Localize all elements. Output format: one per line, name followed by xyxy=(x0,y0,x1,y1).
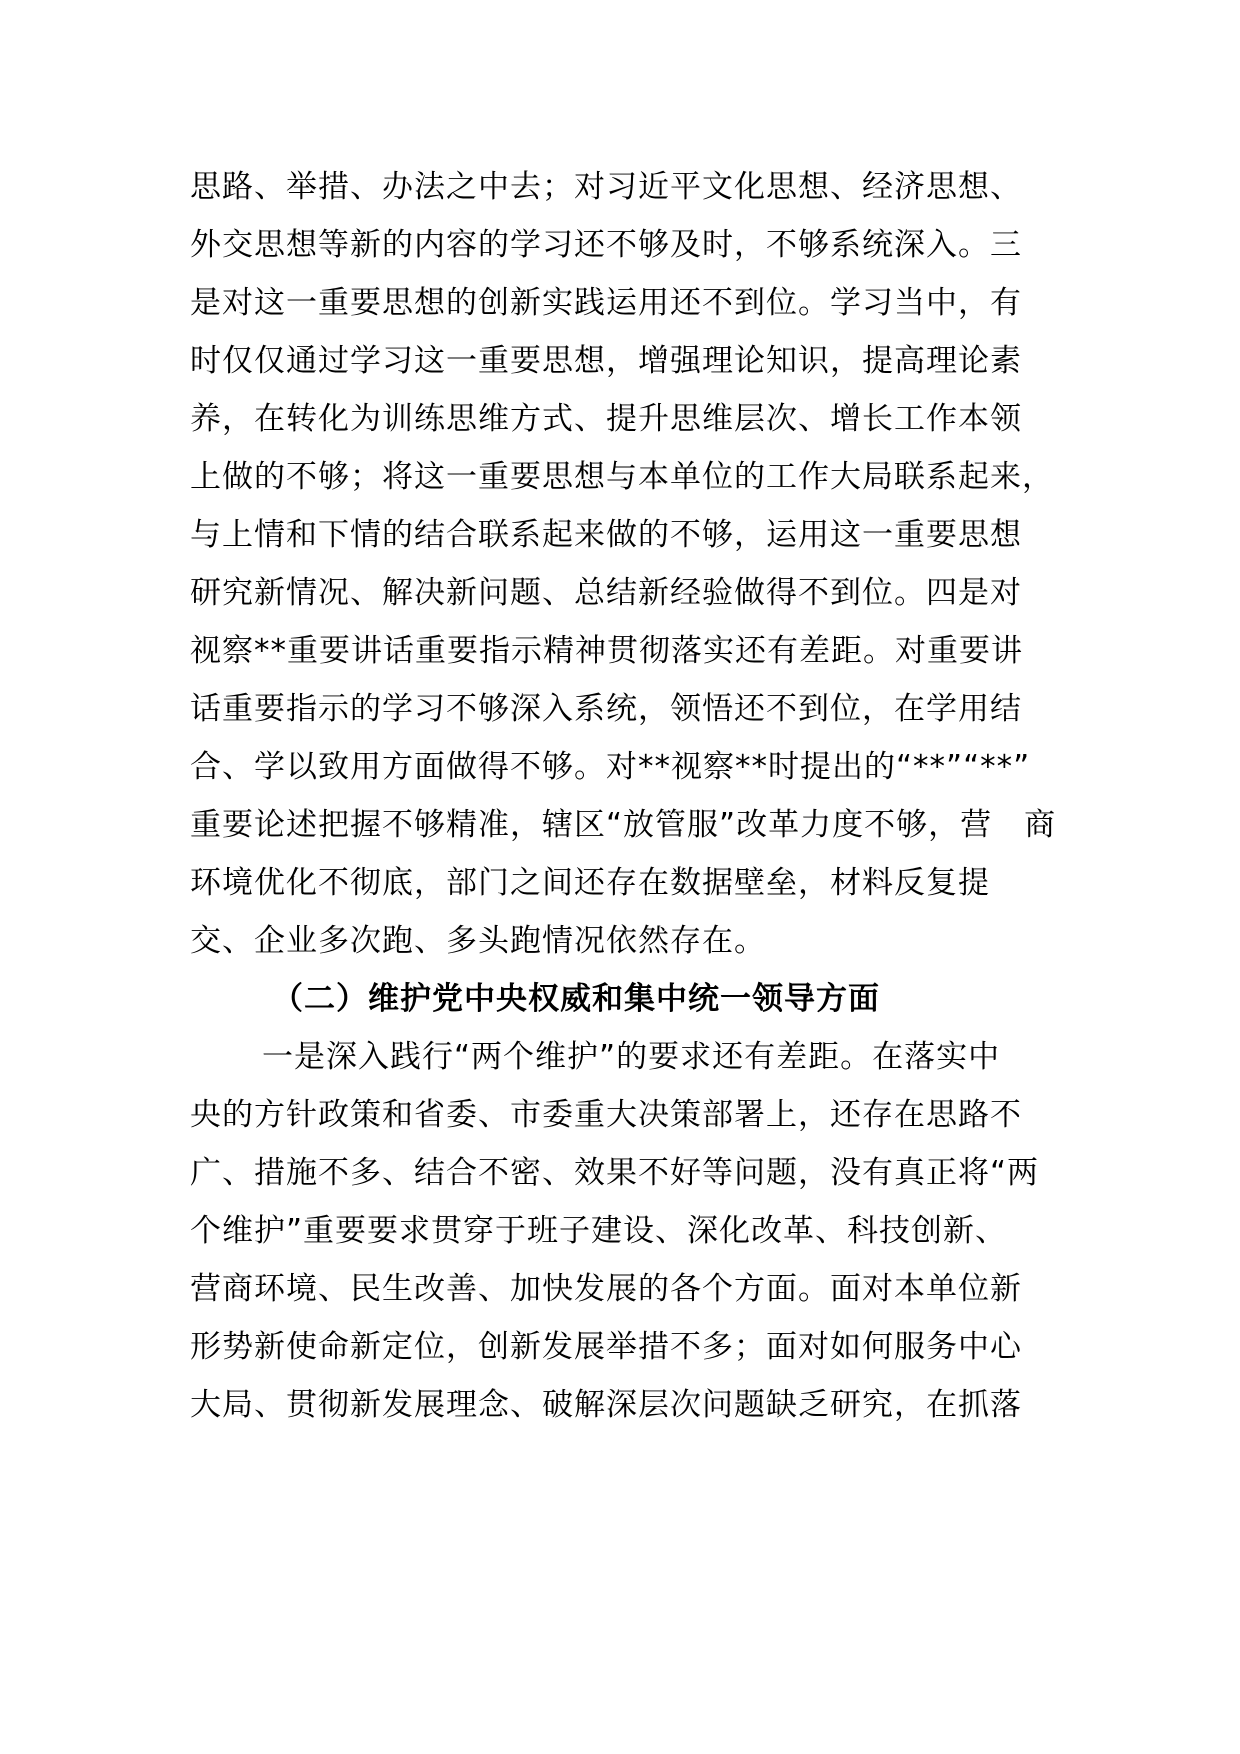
paragraph-line: 个维护”重要要求贯穿于班子建设、深化改革、科技创新、 xyxy=(190,1213,1008,1249)
paragraph-line: 一是深入践行“两个维护”的要求还有差距。在落实中 xyxy=(262,1039,1001,1075)
paragraph-line: 话重要指示的学习不够深入系统，领悟还不到位，在学用结 xyxy=(190,691,1022,727)
paragraph-line: 外交思想等新的内容的学习还不够及时，不够系统深入。三 xyxy=(190,227,1022,263)
paragraph-line: 形势新使命新定位，创新发展举措不多；面对如何服务中心 xyxy=(190,1329,1022,1365)
paragraph-line: 大局、贯彻新发展理念、破解深层次问题缺乏研究，在抓落 xyxy=(190,1387,1022,1423)
paragraph-line: 央的方针政策和省委、市委重大决策部署上，还存在思路不 xyxy=(190,1097,1022,1133)
paragraph-line: 思路、举措、办法之中去；对习近平文化思想、经济思想、 xyxy=(190,169,1022,205)
paragraph-line: 环境优化不彻底，部门之间还存在数据壁垒，材料反复提 xyxy=(190,865,990,901)
paragraph-line: 视察**重要讲话重要指示精神贯彻落实还有差距。对重要讲 xyxy=(190,633,1023,669)
paragraph-line: 广、措施不多、结合不密、效果不好等问题，没有真正将“两 xyxy=(190,1155,1040,1191)
paragraph-line: 是对这一重要思想的创新实践运用还不到位。学习当中，有 xyxy=(190,285,1022,321)
paragraph-line: 与上情和下情的结合联系起来做的不够，运用这一重要思想 xyxy=(190,517,1022,553)
document-body xyxy=(190,158,1080,1434)
paragraph-line: 养，在转化为训练思维方式、提升思维层次、增长工作本领 xyxy=(190,401,1022,437)
paragraph-line: 时仅仅通过学习这一重要思想，增强理论知识，提高理论素 xyxy=(190,343,1022,379)
paragraph-line: 营商环境、民生改善、加快发展的各个方面。面对本单位新 xyxy=(190,1271,1022,1307)
paragraph-line: 交、企业多次跑、多头跑情况依然存在。 xyxy=(190,923,766,959)
section-heading: （二）维护党中央权威和集中统一领导方面 xyxy=(272,981,880,1017)
paragraph-line: 合、学以致用方面做得不够。对**视察**时提出的“**”“**” xyxy=(190,749,1031,785)
paragraph-line: 重要论述把握不够精准，辖区“放管服”改革力度不够，营 商 xyxy=(190,807,1057,843)
paragraph-line: 上做的不够；将这一重要思想与本单位的工作大局联系起来， xyxy=(190,459,1054,495)
paragraph-line: 研究新情况、解决新问题、总结新经验做得不到位。四是对 xyxy=(190,575,1022,611)
